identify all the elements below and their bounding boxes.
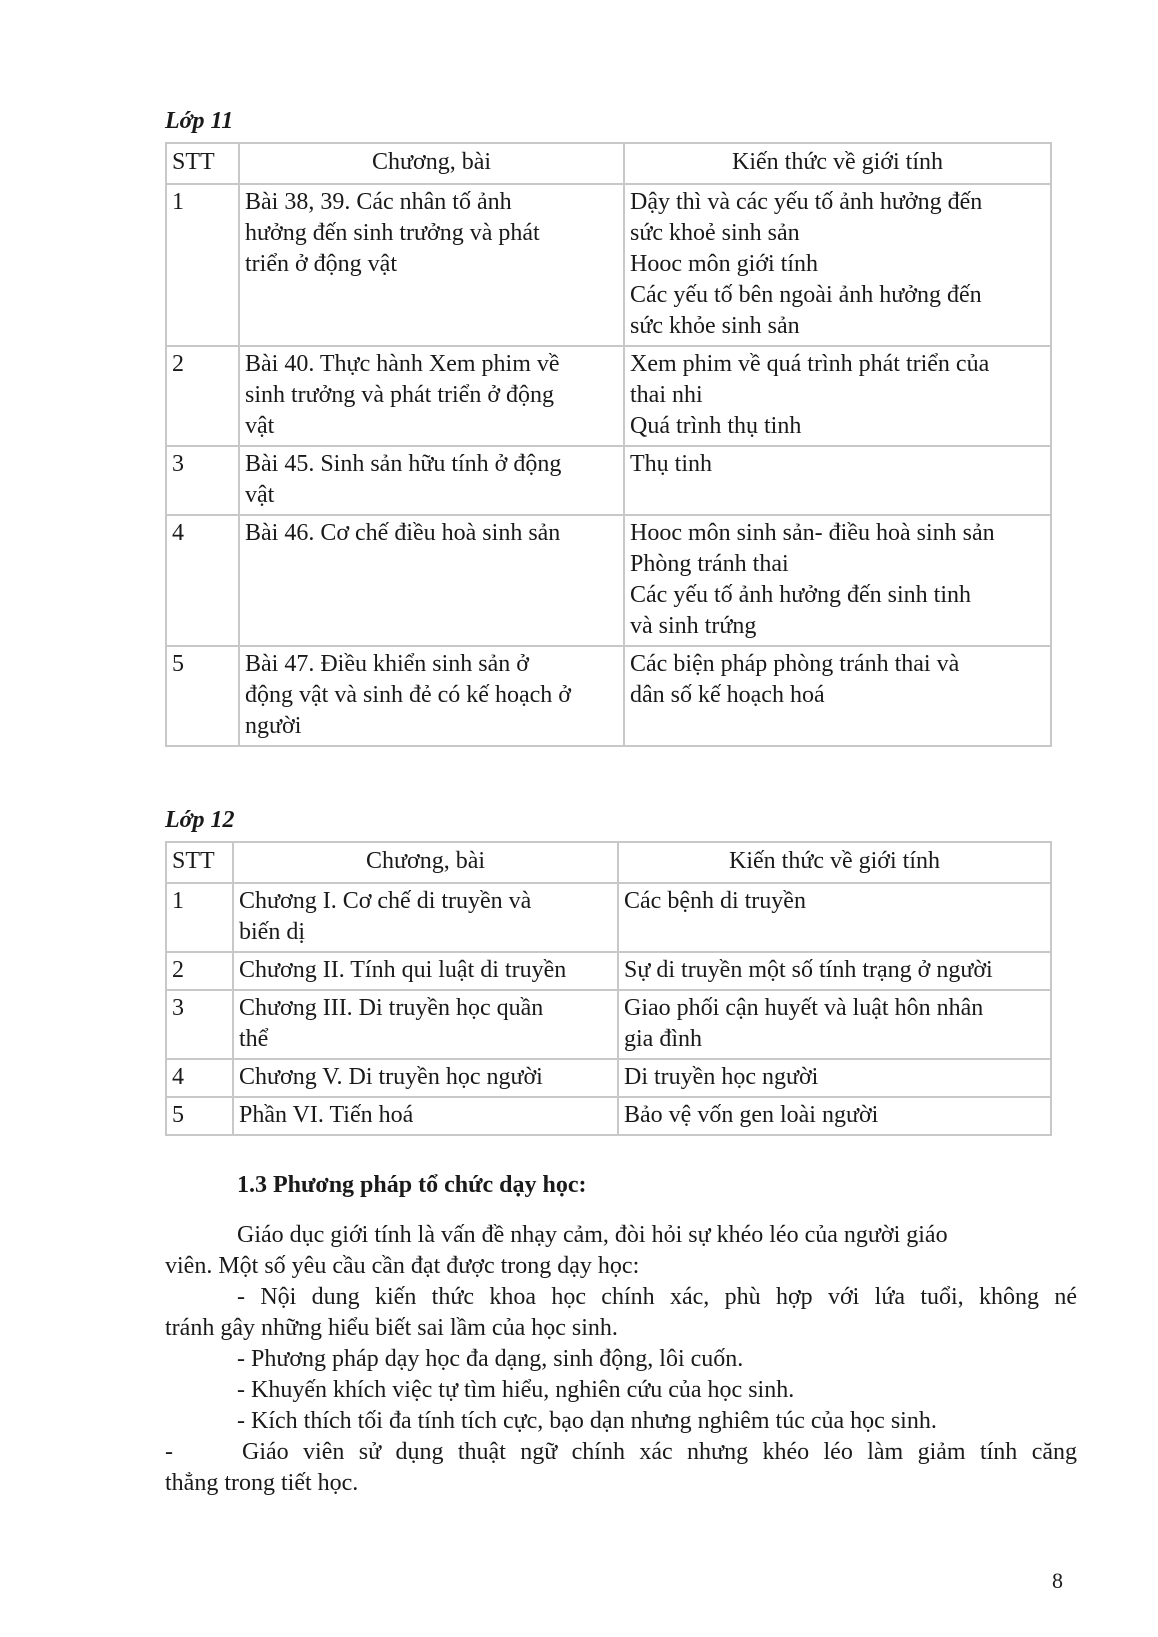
lesson-line: Bài 40. Thực hành Xem phim về — [245, 351, 560, 377]
table-header-row — [166, 143, 1051, 184]
cell-stt: 3 — [166, 446, 239, 515]
knowledge-line: Di truyền học người — [624, 1064, 819, 1090]
knowledge-line: Các yếu tố bên ngoài ảnh hưởng đến — [630, 282, 982, 308]
lesson-line: người — [245, 713, 302, 739]
header-knowledge: Kiến thức về giới tính — [624, 143, 1051, 184]
header-stt: STT — [166, 842, 233, 883]
table-row — [166, 184, 1051, 346]
lesson-line: vật — [245, 413, 275, 439]
lesson-line: Bài 46. Cơ chế điều hoà sinh sản — [245, 520, 561, 546]
intro-line-1: Giáo dục giới tính là vấn đề nhạy cảm, đòi hỏi sự khéo léo của người giáo — [237, 1222, 948, 1248]
table11-caption: Lớp 11 — [165, 108, 234, 134]
table-row — [166, 346, 1051, 446]
cell-knowledge — [618, 1097, 1051, 1135]
lesson-line: Bài 38, 39. Các nhân tố ảnh — [245, 189, 512, 215]
lesson-line: Chương V. Di truyền học người — [239, 1064, 543, 1090]
cell-knowledge — [624, 646, 1051, 746]
knowledge-line: Xem phim về quá trình phát triển của — [630, 351, 990, 377]
table-row — [166, 952, 1051, 990]
knowledge-line: Thụ tinh — [630, 451, 712, 477]
cell-lesson — [233, 1097, 618, 1135]
cell-stt: 5 — [166, 1097, 233, 1135]
header-lesson: Chương, bài — [233, 842, 618, 883]
table-row — [166, 446, 1051, 515]
lesson-line: vật — [245, 482, 275, 508]
lesson-line: Bài 47. Điều khiển sinh sản ở — [245, 651, 529, 677]
bullet-5-line-1: Giáo viên sử dụng thuật ngữ chính xác nhưng khéo léo làm giảm tính căng — [242, 1439, 1077, 1465]
lesson-line: triển ở động vật — [245, 251, 397, 277]
bullet-5-line-2: thẳng trong tiết học. — [165, 1470, 359, 1496]
lesson-line: hưởng đến sinh trưởng và phát — [245, 220, 540, 246]
cell-stt: 5 — [166, 646, 239, 746]
cell-knowledge — [624, 515, 1051, 646]
cell-stt: 3 — [166, 990, 233, 1059]
cell-lesson — [239, 346, 624, 446]
table-row — [166, 646, 1051, 746]
knowledge-line: sức khoẻ sinh sản — [630, 220, 800, 246]
knowledge-line: Sự di truyền một số tính trạng ở người — [624, 957, 993, 983]
cell-knowledge — [618, 1059, 1051, 1097]
knowledge-line: Các biện pháp phòng tránh thai và — [630, 651, 960, 677]
cell-stt: 2 — [166, 952, 233, 990]
knowledge-line: Bảo vệ vốn gen loài người — [624, 1102, 879, 1128]
header-stt: STT — [166, 143, 239, 184]
knowledge-line: thai nhi — [630, 382, 703, 408]
table12-caption: Lớp 12 — [165, 807, 235, 833]
cell-lesson — [239, 515, 624, 646]
table-grade-12 — [165, 841, 1052, 1136]
cell-lesson — [233, 883, 618, 952]
lesson-line: sinh trưởng và phát triển ở động — [245, 382, 555, 408]
bullet-4: - Kích thích tối đa tính tích cực, bạo dạn nhưng nghiêm túc của học sinh. — [237, 1408, 937, 1434]
knowledge-line: Phòng tránh thai — [630, 551, 789, 577]
cell-knowledge — [618, 990, 1051, 1059]
lesson-line: Chương III. Di truyền học quần — [239, 995, 544, 1021]
knowledge-line: Giao phối cận huyết và luật hôn nhân — [624, 995, 984, 1021]
bullet-1-line-1: - Nội dung kiến thức khoa học chính xác, phù hợp với lứa tuổi, không né — [237, 1284, 1077, 1310]
lesson-line: động vật và sinh đẻ có kế hoạch ở — [245, 682, 571, 708]
cell-knowledge — [624, 184, 1051, 346]
knowledge-line: Quá trình thụ tinh — [630, 413, 802, 439]
bullet-3: - Khuyến khích việc tự tìm hiểu, nghiên cứu của học sinh. — [237, 1377, 795, 1403]
table-row — [166, 1097, 1051, 1135]
cell-lesson — [233, 990, 618, 1059]
cell-lesson — [233, 952, 618, 990]
cell-knowledge — [618, 883, 1051, 952]
knowledge-line: Các yếu tố ảnh hưởng đến sinh tinh — [630, 582, 971, 608]
bullet-5-dash: - — [165, 1439, 173, 1465]
bullet-1-line-2: tránh gây những hiểu biết sai lầm của học sinh. — [165, 1315, 618, 1341]
cell-lesson — [239, 646, 624, 746]
section-heading: 1.3 Phương pháp tổ chức dạy học: — [237, 1172, 587, 1198]
header-knowledge: Kiến thức về giới tính — [618, 842, 1051, 883]
knowledge-line: Các bệnh di truyền — [624, 888, 806, 914]
cell-knowledge — [624, 446, 1051, 515]
bullet-2: - Phương pháp dạy học đa dạng, sinh động, lôi cuốn. — [237, 1346, 744, 1372]
cell-stt: 2 — [166, 346, 239, 446]
table-row — [166, 990, 1051, 1059]
cell-knowledge — [624, 346, 1051, 446]
cell-knowledge — [618, 952, 1051, 990]
header-lesson: Chương, bài — [239, 143, 624, 184]
lesson-line: Chương II. Tính qui luật di truyền — [239, 957, 567, 983]
cell-lesson — [239, 446, 624, 515]
lesson-line: Bài 45. Sinh sản hữu tính ở động — [245, 451, 562, 477]
cell-stt: 4 — [166, 1059, 233, 1097]
knowledge-line: dân số kế hoạch hoá — [630, 682, 825, 708]
table-header-row — [166, 842, 1051, 883]
knowledge-line: sức khỏe sinh sản — [630, 313, 800, 339]
table-row — [166, 883, 1051, 952]
table-row — [166, 515, 1051, 646]
cell-stt: 1 — [166, 184, 239, 346]
lesson-line: Chương I. Cơ chế di truyền và — [239, 888, 532, 914]
knowledge-line: gia đình — [624, 1026, 702, 1052]
knowledge-line: Dậy thì và các yếu tố ảnh hưởng đến — [630, 189, 983, 215]
knowledge-line: Hooc môn sinh sản- điều hoà sinh sản — [630, 520, 995, 546]
cell-lesson — [233, 1059, 618, 1097]
cell-stt: 4 — [166, 515, 239, 646]
table-row — [166, 1059, 1051, 1097]
cell-stt: 1 — [166, 883, 233, 952]
page-number: 8 — [1052, 1568, 1063, 1593]
cell-lesson — [239, 184, 624, 346]
knowledge-line: và sinh trứng — [630, 613, 757, 639]
lesson-line: Phần VI. Tiến hoá — [239, 1102, 414, 1128]
knowledge-line: Hooc môn giới tính — [630, 251, 819, 277]
lesson-line: thể — [239, 1026, 269, 1052]
intro-line-2: viên. Một số yêu cầu cần đạt được trong dạy học: — [165, 1253, 640, 1279]
lesson-line: biến dị — [239, 919, 305, 945]
table-grade-11 — [165, 142, 1052, 747]
